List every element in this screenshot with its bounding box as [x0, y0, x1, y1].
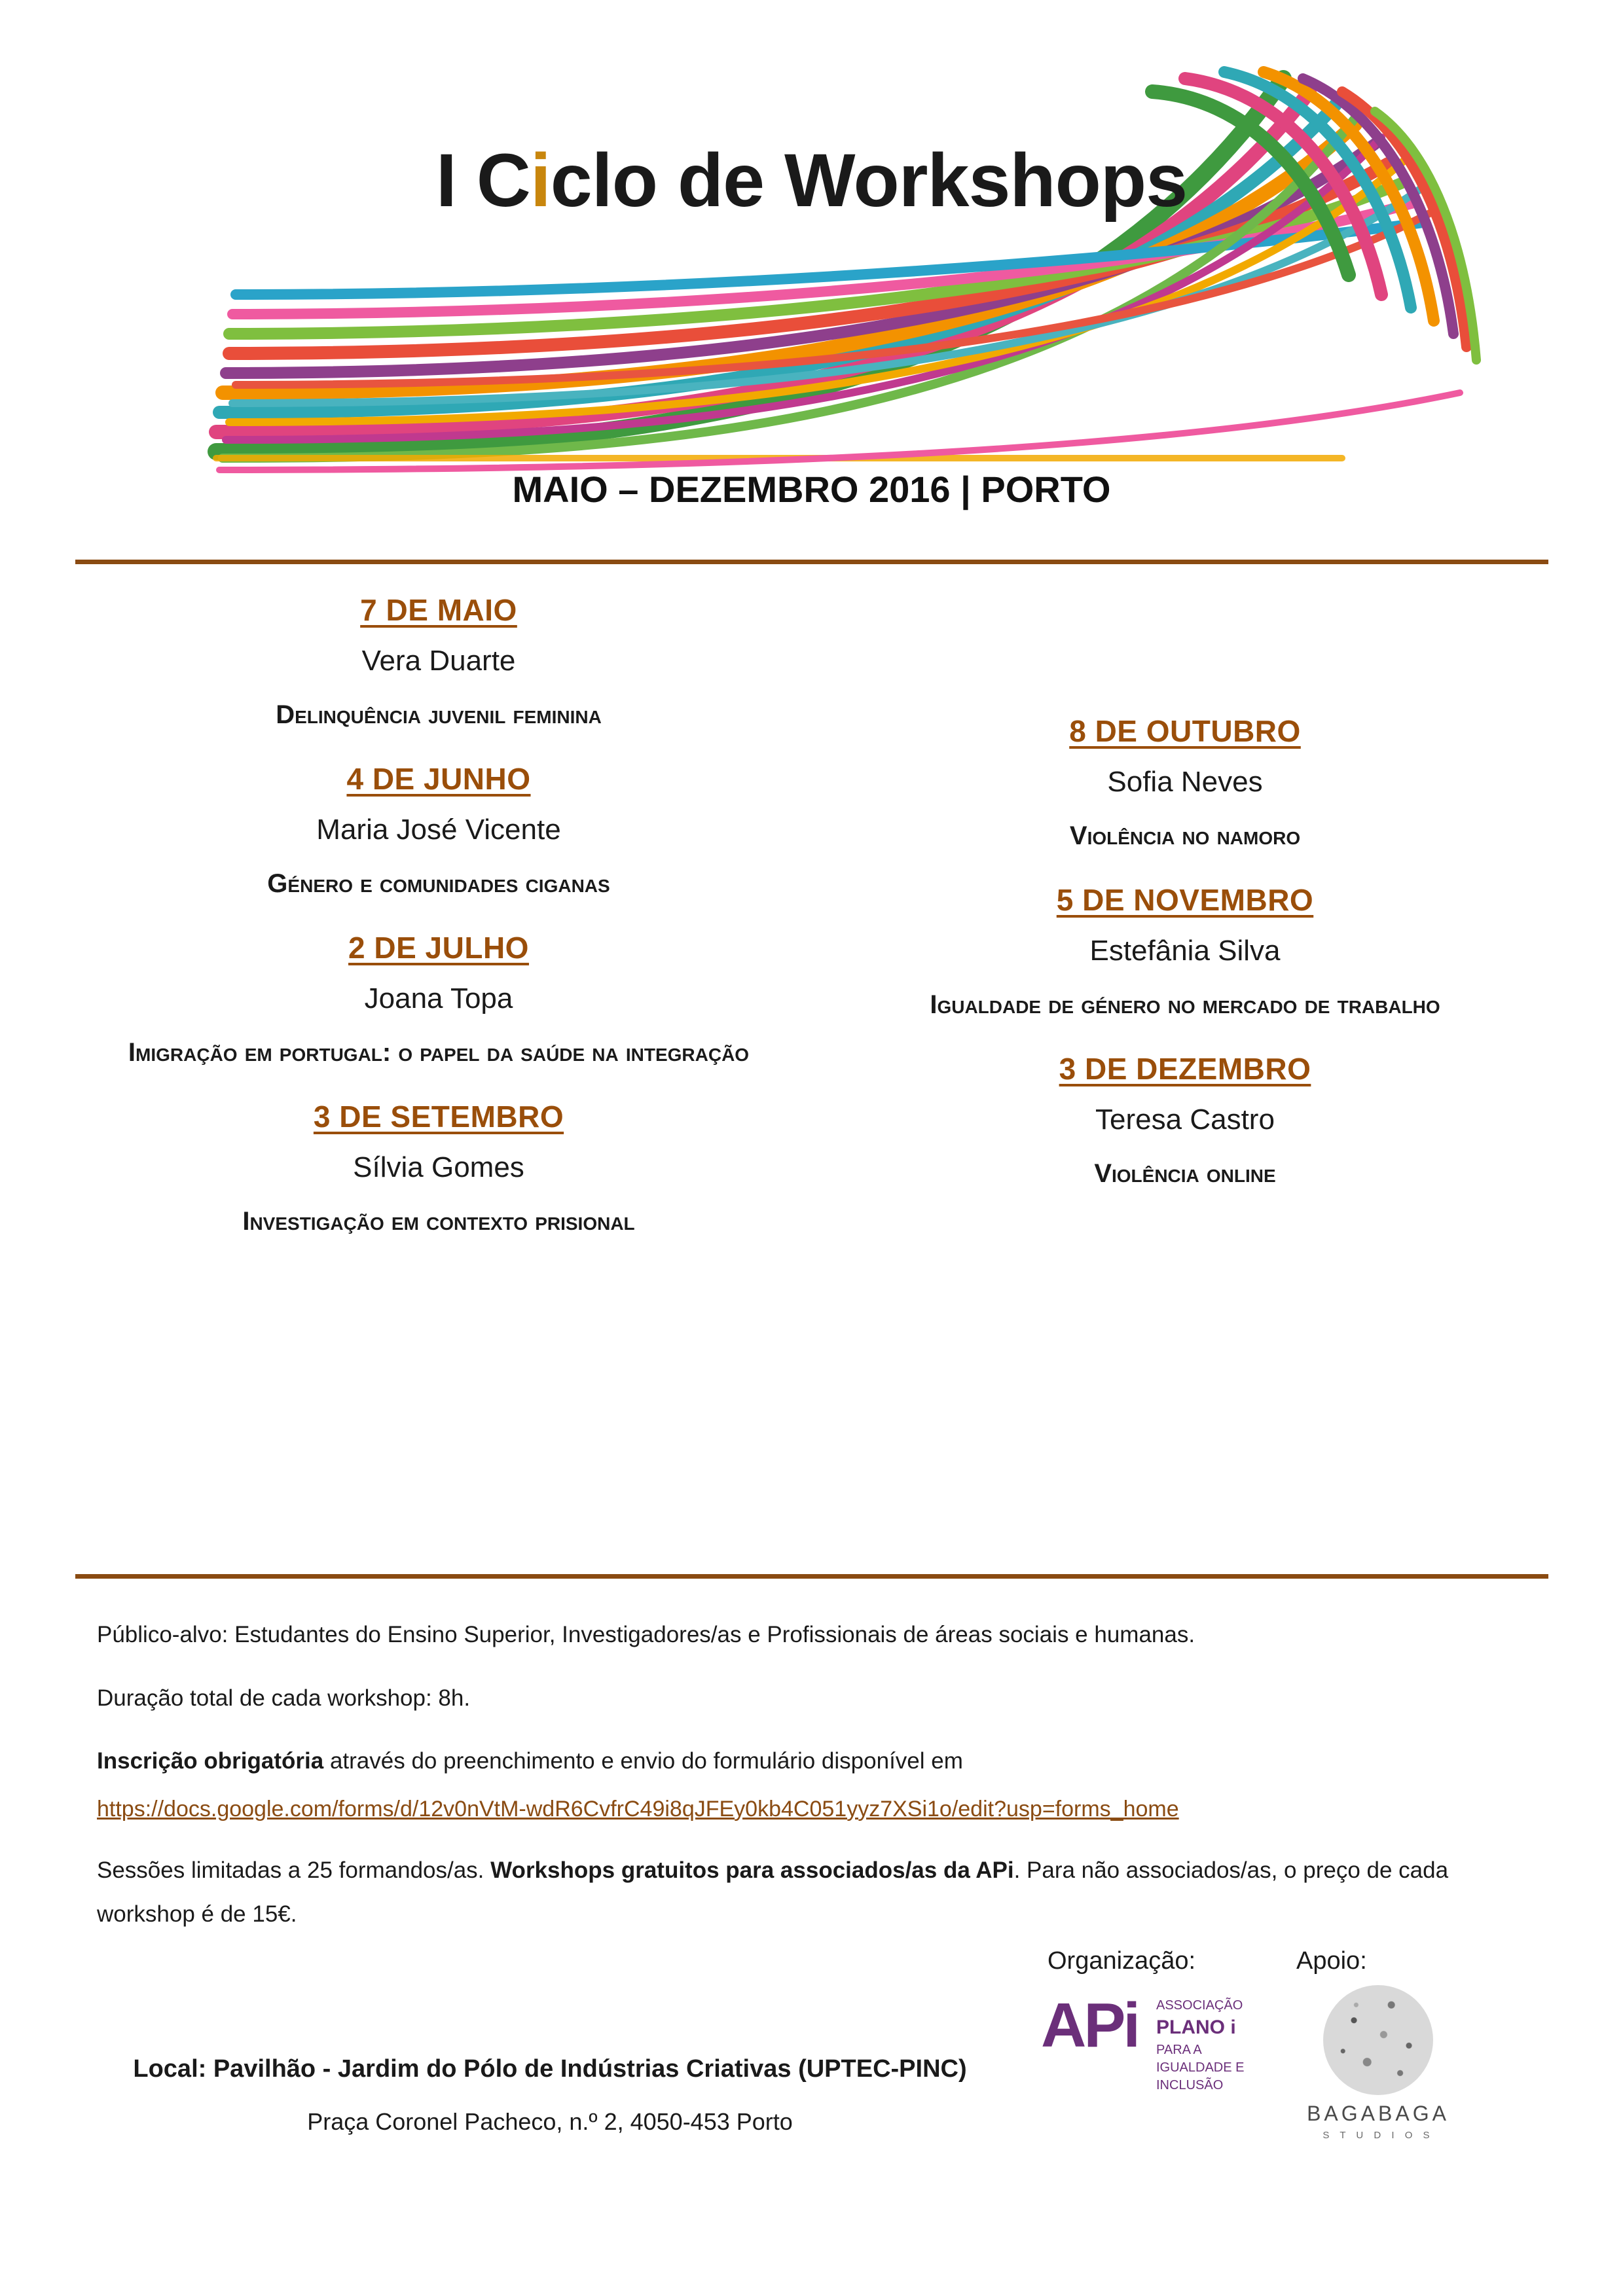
- workshop-topic: Delinquência juvenil feminina: [276, 700, 602, 729]
- registration-form-link[interactable]: https://docs.google.com/forms/d/12v0nVtM-wdR6CvfrC49i8qJFEy0kb4C051yyz7XSi1o/edit?usp=forms_home: [97, 1796, 1179, 1821]
- audience-text: Público-alvo: Estudantes do Ensino Superior, Investigadores/as e Profissionais de áreas sociais e humanas.: [97, 1622, 1195, 1647]
- workshop-date: 3 DE DEZEMBRO: [1059, 1052, 1311, 1086]
- workshop-date: 5 DE NOVEMBRO: [1056, 883, 1314, 917]
- seats-text-2: . Para não associados/as, o preço de cada workshop é de 15€.: [97, 1857, 1449, 1927]
- workshop-entry: [65, 592, 812, 735]
- workshop-date: 2 DE JULHO: [348, 931, 529, 965]
- workshop-speaker: Teresa Castro: [1095, 1103, 1275, 1136]
- workshop-entry: [812, 882, 1558, 1025]
- duration-text: Duração total de cada workshop: 8h.: [97, 1685, 471, 1711]
- registration-bold: Inscrição obrigatória: [97, 1748, 324, 1774]
- seats-paragraph: [97, 1849, 1531, 1936]
- page-title: [0, 137, 1623, 224]
- bagabaga-logo: [1296, 1985, 1460, 2141]
- information-block: [97, 1613, 1531, 1956]
- seats-text-1: Sessões limitadas a 25 formandos/as.: [97, 1857, 484, 1883]
- workshop-speaker: Vera Duarte: [361, 645, 516, 677]
- organizacao-label: Organização:: [1048, 1947, 1196, 1975]
- bagabaga-subtitle: S T U D I O S: [1322, 2130, 1434, 2141]
- seats-text-bold: Workshops gratuitos para associados/as da APi: [490, 1857, 1014, 1883]
- workshop-topic: Violência online: [1094, 1159, 1276, 1188]
- workshop-speaker: Sílvia Gomes: [353, 1151, 524, 1183]
- title-accent-letter: i: [530, 139, 551, 223]
- divider-top: [75, 560, 1548, 564]
- workshop-topic: Igualdade de género no mercado de trabalho: [930, 990, 1440, 1019]
- location-block: [85, 2055, 1015, 2136]
- logos-area: [1041, 1947, 1539, 2170]
- divider-bottom: [75, 1574, 1548, 1579]
- api-logo-text: [1156, 1997, 1244, 2094]
- workshop-speaker: Joana Topa: [364, 982, 513, 1014]
- location-venue: Local: Pavilhão - Jardim do Pólo de Indústrias Criativas (UPTEC-PINC): [133, 2055, 967, 2083]
- location-address: Praça Coronel Pacheco, n.º 2, 4050-453 Porto: [307, 2108, 793, 2135]
- workshop-speaker: Sofia Neves: [1107, 766, 1263, 798]
- workshop-speaker: Estefânia Silva: [1089, 935, 1281, 967]
- registration-paragraph: [97, 1740, 1531, 1831]
- workshop-date: 4 DE JUNHO: [346, 762, 531, 796]
- bagabaga-circle-icon: [1323, 1985, 1433, 2095]
- api-logo: [1041, 1988, 1257, 2106]
- api-text-line1: ASSOCIAÇÃO: [1156, 1998, 1243, 2013]
- banner-graphic: [0, 0, 1623, 497]
- page-subtitle: MAIO – DEZEMBRO 2016 | PORTO: [512, 469, 1111, 510]
- api-text-line4: IGUALDADE E: [1156, 2060, 1245, 2075]
- workshop-entry: [812, 713, 1558, 856]
- workshop-date: 7 DE MAIO: [360, 593, 517, 627]
- workshop-date: 3 DE SETEMBRO: [313, 1100, 564, 1134]
- schedule-column-right: [812, 592, 1558, 1220]
- schedule-column-left: [65, 592, 812, 1268]
- workshop-entry: [65, 1099, 812, 1242]
- workshop-schedule: [65, 592, 1558, 1522]
- workshop-topic: Violência no namoro: [1069, 821, 1301, 850]
- api-logo-mark: APi: [1041, 1990, 1139, 2060]
- workshop-entry: [65, 930, 812, 1073]
- api-text-line5: INCLUSÃO: [1156, 2077, 1224, 2092]
- workshop-topic: Imigração em portugal: o papel da saúde na integração: [128, 1038, 750, 1067]
- title-part-1: I C: [435, 139, 530, 223]
- workshop-topic: Investigação em contexto prisional: [242, 1207, 635, 1236]
- workshop-date: 8 DE OUTUBRO: [1069, 714, 1301, 748]
- workshop-entry: [812, 1051, 1558, 1194]
- registration-rest: através do preenchimento e envio do formulário disponível em: [329, 1748, 963, 1774]
- workshop-entry: [65, 761, 812, 904]
- title-part-2: clo de Workshops: [550, 139, 1188, 223]
- bagabaga-name: BAGABAGA: [1307, 2102, 1450, 2125]
- api-text-line2: PLANO i: [1156, 2017, 1236, 2038]
- workshop-topic: Género e comunidades ciganas: [267, 869, 610, 898]
- registration-line: [97, 1740, 1531, 1784]
- api-text-line3: PARA A: [1156, 2042, 1202, 2057]
- apoio-label: Apoio:: [1296, 1947, 1367, 1975]
- workshop-speaker: Maria José Vicente: [316, 814, 561, 846]
